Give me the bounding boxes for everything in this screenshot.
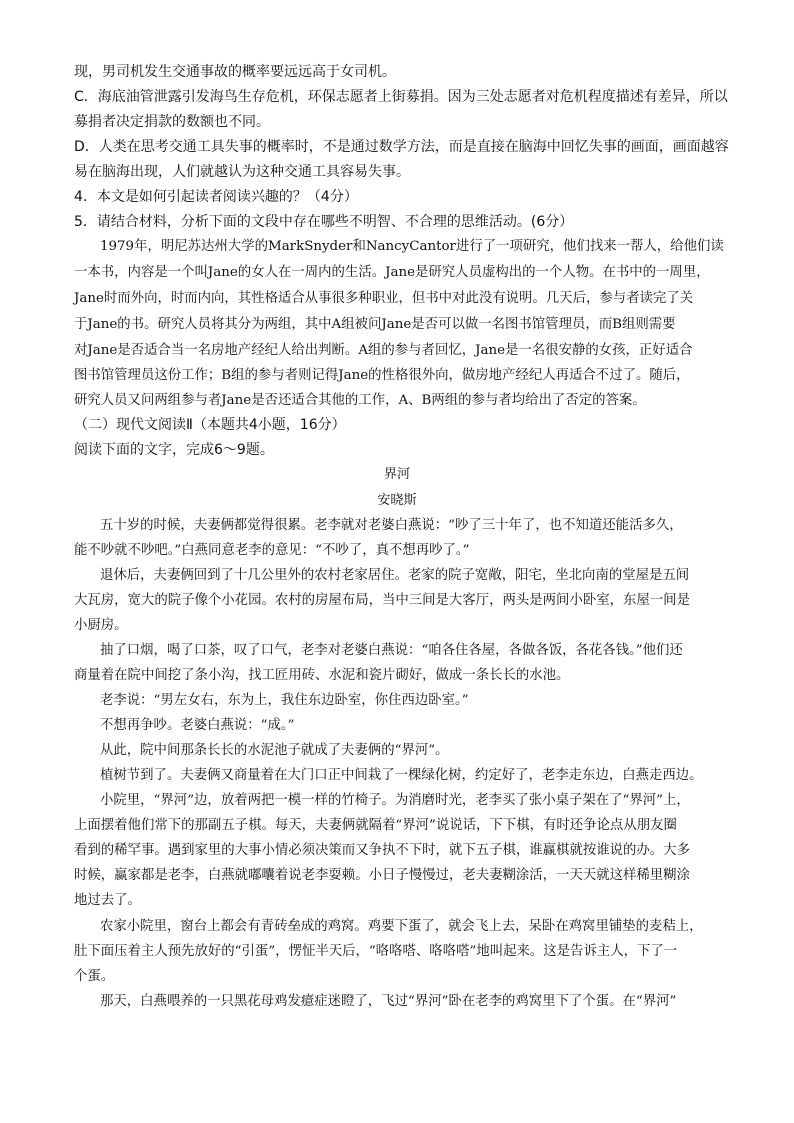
story-line: 商量着在院中间挖了条小沟，找工匠用砖、水泥和瓷片砌好，做成一条长长的水池。: [74, 668, 570, 683]
story-line: 地过去了。: [74, 893, 141, 908]
question-5: 5．请结合材料，分析下面的文段中存在哪些不明智、不合理的思维活动。(6分）: [74, 214, 574, 230]
q5-passage-line: 1979年，明尼苏达州大学的MarkSnyder和NancyCantor进行了一项研究，他们找来一帮人，给他们读: [100, 239, 724, 254]
story-line: 大瓦房，宽大的院子像个小花园。农村的房屋布局，当中三间是大客厅，两头是两间小卧室，东屋一间是: [74, 593, 690, 608]
q5-passage-line: 对Jane是否适合当一名房地产经纪人给出判断。A组的参与者回忆，Jane是一名很安静的女孩，正好适合: [74, 343, 693, 358]
story-line: 五十岁的时候，夫妻俩都觉得很累。老李就对老婆白燕说：“吵了三十年了，也不知道还能活多久，: [100, 518, 683, 533]
q3-option-d-line-2: 易在脑海出现，人们就越认为这种交通工具容易失事。: [74, 164, 410, 180]
story-line: 植树节到了。夫妻俩又商量着在大门口正中间栽了一棵绿化树，约定好了，老李走东边，白燕走西边。: [100, 768, 703, 783]
story-line: 小厨房。: [74, 618, 128, 633]
q3-option-c-line-2: 募捐者决定捐款的数额也不同。: [74, 114, 270, 130]
story-line: 从此，院中间那条长长的水泥池子就成了夫妻俩的“界河”。: [100, 743, 449, 758]
section-2-instruction: 阅读下面的文字，完成6～9题。: [74, 442, 274, 458]
q5-passage-line: Jane时而外向，时而内向，其性格适合从事很多种职业，但书中对此没有说明。几天后，参与者读完了关: [74, 291, 694, 306]
story-line: 时候，赢家都是老李，白燕就嘟囔着说老李耍赖。小日子慢慢过，老夫妻糊涂活，一天天就这样稀里糊涂: [74, 868, 690, 883]
section-2-heading: （二）现代文阅读Ⅱ（本题共4小题，16分）: [74, 417, 346, 433]
story-line: 看到的稀罕事。遇到家里的大事小情必须决策而又争执不下时，就下五子棋，谁赢棋就按谁说的办。大多: [74, 843, 690, 858]
story-line: 那天，白燕喂养的一只黑花母鸡发癔症迷瞪了，飞过“界河”卧在老李的鸡窝里下了个蛋。在“界河”: [100, 994, 677, 1009]
q5-passage-line: 一本书，内容是一个叫Jane的女人在一周内的生活。Jane是研究人员虚构出的一个人物。在书中的一周里，: [74, 265, 710, 280]
q5-passage-line: 于Jane的书。研究人员将其分为两组，其中A组被问Jane是否可以做一名图书馆管理员，而B组则需要: [74, 317, 676, 332]
story-line: 退休后，夫妻俩回到了十几公里外的农村老家居住。老家的院子宽敞，阳宅，坐北向南的堂屋是五间: [100, 568, 690, 583]
story-line: 个蛋。: [74, 969, 115, 984]
story-line: 抽了口烟，喝了口茶，叹了口气，老李对老婆白燕说：“咱各住各屋，各做各饭，各花各钱。”他们还: [100, 643, 683, 658]
q3-option-b-tail: 现，男司机发生交通事故的概率要远远高于女司机。: [74, 64, 396, 80]
story-line: 能不吵就不吵吧。”白燕同意老李的意见：“不吵了，真不想再吵了。”: [74, 543, 470, 558]
story-title: 界河: [383, 467, 411, 482]
story-line: 小院里，“界河”边，放着两把一模一样的竹椅子。为消磨时光，老李买了张小桌子架在了“界河”上，: [100, 793, 690, 808]
q5-passage-line: 图书馆管理员这份工作；B组的参与者则记得Jane的性格很外向，做房地产经纪人再适合不过了。随后，: [74, 368, 690, 383]
story-line: 农家小院里，窗台上都会有青砖垒成的鸡窝。鸡要下蛋了，就会飞上去，呆卧在鸡窝里铺垫的麦秸上，: [100, 919, 703, 934]
story-line: 肚下面压着主人预先放好的“引蛋”，愣怔半天后，“咯咯嗒、咯咯嗒”地叫起来。这是告诉主人，下了一: [74, 944, 678, 959]
story-line: 上面摆着他们常下的那副五子棋。每天，夫妻俩就隔着“界河”说说话，下下棋，有时还争论点从朋友圈: [74, 818, 677, 833]
q3-option-c-line-1: C．海底油管泄露引发海鸟生存危机，环保志愿者上街募捐。因为三处志愿者对危机程度描述有差异，所以: [74, 89, 728, 105]
question-4: 4．本文是如何引起读者阅读兴趣的？（4分）: [74, 189, 358, 205]
q3-option-d-line-1: D．人类在思考交通工具失事的概率时，不是通过数学方法，而是直接在脑海中回忆失事的画面，画面越容: [74, 139, 729, 155]
story-line: 不想再争吵。老婆白燕说：“成。”: [100, 718, 295, 733]
story-author: 安晓斯: [377, 493, 417, 508]
story-line: 老李说：“男左女右，东为上，我住东边卧室，你住西边卧室。”: [100, 693, 469, 708]
q5-passage-line: 研究人员又问两组参与者Jane是否还适合其他的工作，A、B两组的参与者均给出了否定的答案。: [74, 393, 646, 408]
